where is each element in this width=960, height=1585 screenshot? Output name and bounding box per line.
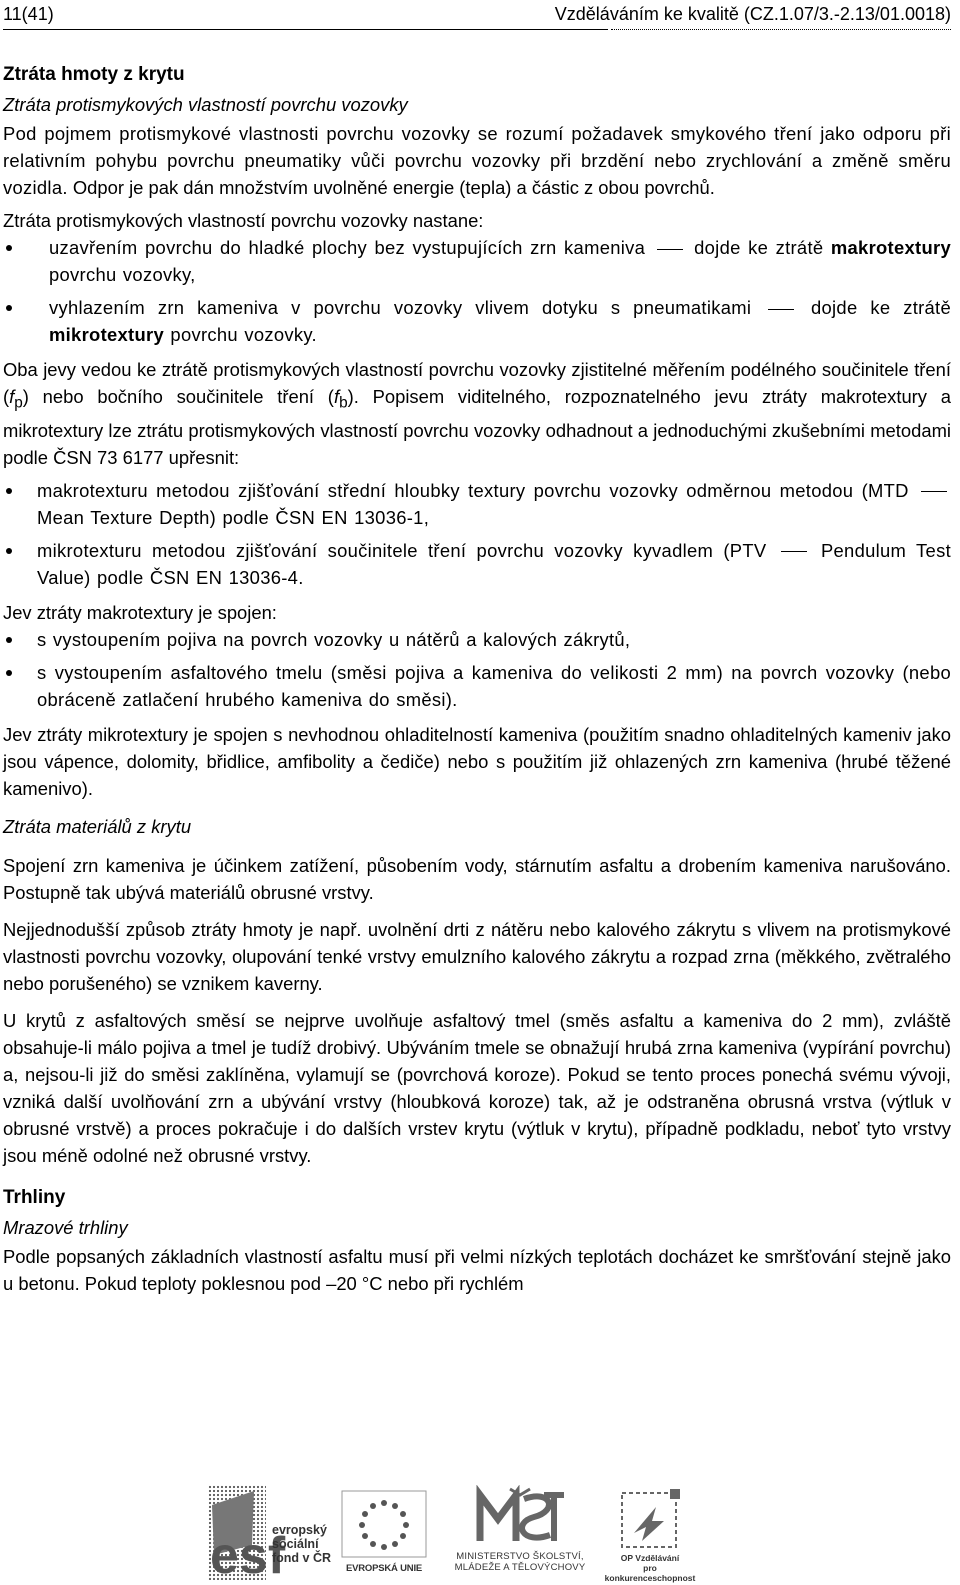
paragraph [3,120,951,201]
bold-term: mikrotextury [49,324,165,345]
paragraph: Oba jevy vedou ke ztrátě protismykových vlastností povrchu vozovky zjistitelné měřením podélného součinitele tření $(f_p)$ nebo bočního součinitele tření $(f_b)$. Popisem viditelného, rozpoznatelného jevu ztráty makrotextury a mikrotextury lze ztrátu protismykových vlastností povrchu vozovky odhadnout a jednoduchými zkušebními metodami podle ČSN 73 6177 upřesnit: [3,359,951,468]
list-item: mikrotexturu metodou zjišťování součinitele tření povrchu vozovky kyvadlem (PTV Pendulum Test Value) podle ČSN EN 13036-4. [3,537,951,591]
msmt-caption: MINISTERSTVO ŠKOLSTVÍ, MLÁDEŽE A TĚLOVÝCHOVY [454,1551,586,1573]
list-item: s vystoupením pojiva na povrch vozovky u nátěrů a kalových zákrytů, [3,626,951,653]
dash-icon [781,551,807,552]
subsection-heading: Ztráta protismykových vlastností povrchu vozovky [3,94,408,115]
section-heading: Trhliny [3,1186,66,1208]
list-item: vyhlazením zrn kameniva v povrchu vozovky vlivem dotyku s pneumatikami dojde ke ztrátě mikrotextury povrchu vozovky. [3,294,951,348]
paragraph: U krytů z asfaltových směsí se nejprve uvolňuje asfaltový tmel (směs asfaltu a kameniva do 2 mm), zvláště obsahuje-li málo pojiva a tmel je tudíž drobivý. Ubýváním tmele se obnažují hrubá zrna kameniva (vypírání povrchu) a, nejsou-li již do směsi zaklíněna, vylamují se (povrchová koroze). Pokud se tento proces ponechá svému vývoji, vzniká další uvolňování zrn a ubývání vrstvy (hloubková koroze) tak, až je odstraněna obrusná vrstva (výtluk v obrusné vrstvě) a proces pokračuje i do dalších vrstev krytu (výtluk v krytu), případně podkladu, neboť tyto vrstvy jsou méně odolné než obrusné vrstvy. [3,1009,951,1166]
subsection-heading: Mrazové trhliny [3,1216,128,1238]
paragraph: Spojení zrn kameniva je účinkem zatížení, působením vody, stárnutím asfaltu a drobením kameniva narušováno. Postupně tak ubývá materiálů obrusné vrstvy. [3,854,951,903]
section-heading: Ztráta hmoty z krytu [3,64,185,85]
paragraph: Jev ztráty makrotextury je spojen: [3,601,277,623]
subsection-heading: Ztráta materiálů z krytu [3,815,192,837]
esf-logo [208,1485,333,1580]
paragraph: Nejjednodušší způsob ztráty hmoty je např. uvolnění drti z nátěru nebo kalového zákrytu s vlivem na protismykové vlastnosti povrchu vozovky, olupování tenké vrstvy emulzního kalového zákrytu a rozpad zrna (měkkého, zvětralého nebo porušeného) se vznikem kaverny. [3,918,951,994]
eu-flag-icon [338,1485,430,1560]
project-title: Vzděláváním ke kvalitě (CZ.1.07/3.-2.13/01.0018) [554,4,951,24]
dash-icon [921,491,947,492]
bullet-list [3,234,951,348]
paragraph: Jev ztráty mikrotextury je spojen s nevhodnou ohladitelností kameniva (použitím snadno ohladitelných kameniv jako jsou vápence, dolomity, břidlice, amfibolity a čediče) nebo s použitím již ohlazených zrn kameniva (hrubé těžené kamenivo). [3,723,951,799]
document-body [3,60,951,1297]
msmt-logo [440,1485,600,1580]
header-rule [3,29,608,30]
header-rule-dotted [611,29,951,30]
paragraph-text: Odpor je pak dán množstvím uvolněné energie (tepla) a částic z obou povrchů. [67,177,715,198]
page-number: 11(41) [3,4,54,24]
list-item: uzavřením povrchu do hladké plochy bez vystupujících zrn kameniva dojde ke ztrátě makrotextury povrchu vozovky, [3,234,951,288]
paragraph-text: Pod pojmem protismykové vlastnosti povrchu vozovky se rozumí požadavek smykového tření jako odporu při relativním pohybu povrchu pneumatiky vůči povrchu vozovky při brzdění nebo zrychlování a změně směru vozidla. [3,123,951,198]
footer-logos [208,1485,748,1583]
paragraph: Ztráta protismykových vlastností povrchu vozovky nastane: [3,210,484,231]
dash-icon [657,249,683,250]
op-emblem-icon [600,1485,700,1551]
op-caption: OP Vzdělávání pro konkurenceschopnost [604,1553,696,1583]
list-item: s vystoupením asfaltového tmelu (směsi pojiva a kameniva do velikosti 2 mm) na povrch vozovky (nebo obráceně zatlačení hrubého kameniva do směsi). [3,659,951,713]
dash-icon [768,309,794,310]
eu-flag-logo [338,1485,430,1580]
op-logo [600,1485,700,1583]
page-header [3,2,951,28]
list-item: makrotexturu metodou zjišťování střední hloubky textury povrchu vozovky odměrnou metodou (MTD Mean Texture Depth) podle ČSN EN 13036-1, [3,477,951,531]
svg-text:esf: esf [210,1527,286,1580]
msmt-emblem-icon [440,1485,600,1549]
eu-caption: EVROPSKÁ UNIE [345,1563,423,1574]
bold-term: makrotextury [830,237,951,258]
esf-caption: evropský sociální fond v ČR [272,1523,332,1565]
paragraph: Podle popsaných základních vlastností asfaltu musí při velmi nízkých teplotách docházet ke smršťování stejně jako u betonu. Pokud teploty poklesnou pod –20 °C nebo při rychlém [3,1245,951,1294]
bullet-list [3,626,951,713]
bullet-list [3,477,951,591]
